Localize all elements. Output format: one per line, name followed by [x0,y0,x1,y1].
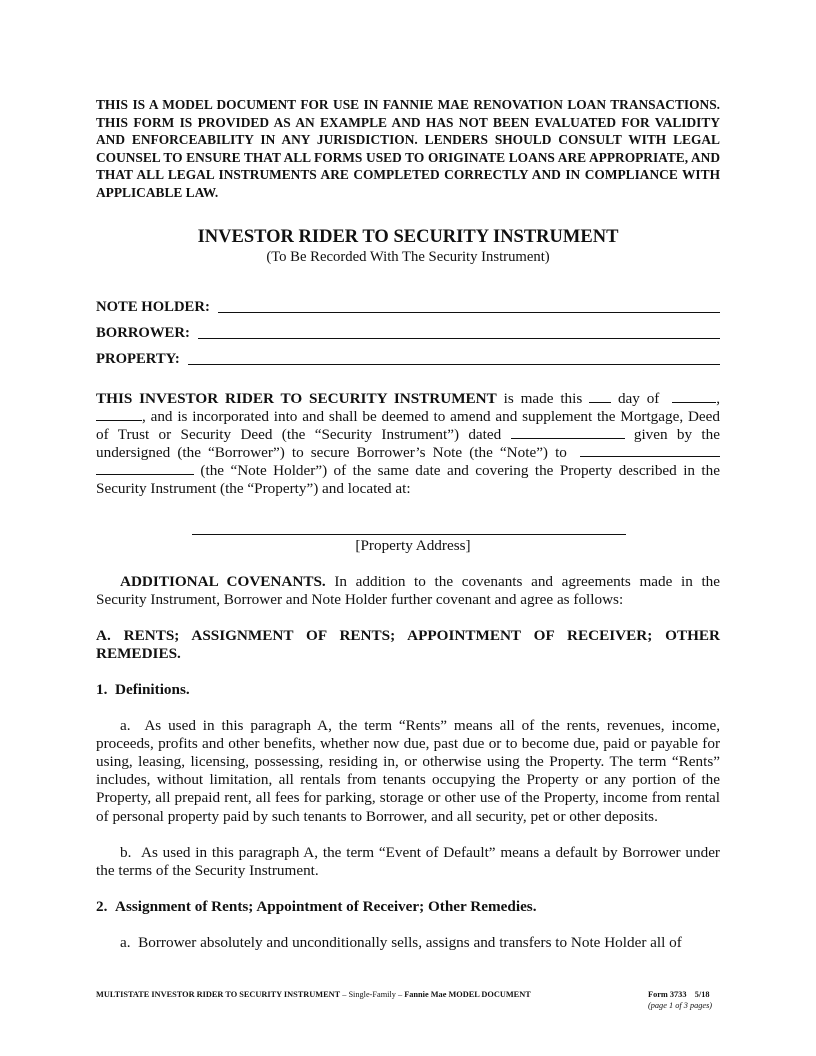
footer-form-number: Form 3733 5/18 [648,990,710,999]
intro-lead: THIS INVESTOR RIDER TO SECURITY INSTRUMENT [96,390,497,407]
lender-blank-1 [580,444,720,457]
intro-text-3: , [716,390,721,407]
footer-page-number: (page 1 of 3 pages) [648,1001,713,1010]
note-holder-line [218,312,720,313]
lender-blank-2 [96,462,194,475]
intro-text-4: , and is incorporated into and shall be deemed to amend and supplement the Mortgage, Deed of Trust or Security Deed (the “Security Instrument”) dated [96,408,720,444]
section-a-heading: A. RENTS; ASSIGNMENT OF RENTS; APPOINTMENT OF RECEIVER; OTHER REMEDIES. [96,626,720,662]
borrower-label: BORROWER: [96,325,190,341]
party-fields [96,290,720,368]
document-page [96,96,720,952]
property-line [188,364,720,365]
additional-covenants-paragraph [96,573,720,609]
definitions-heading: 1. Definitions. [96,680,190,698]
footer-title-bold: MULTISTATE INVESTOR RIDER TO SECURITY INSTRUMENT [96,990,341,999]
month-blank [672,390,716,403]
property-label: PROPERTY: [96,351,180,367]
property-address-line [192,533,626,535]
paragraph-1a: a. As used in this paragraph A, the term “Rents” means all of the rents, revenues, income, proceeds, profits and other benefits, whether now due, past due or to become due, paid or payable for using, leasing, licensing, possessing, residing in, or otherwise using the Property. The term “Rents” includes, without limitation, all rentals from tenants occupying the Property or any portion of the Property, all prepaid rent, all fees for parking, storage or other use of the Property, income from rental of personal property paid by such tenants to Borrower, and all security, pet or other deposits. [96,717,720,825]
additional-covenants-lead: ADDITIONAL COVENANTS. [120,572,326,590]
document-title: INVESTOR RIDER TO SECURITY INSTRUMENT [197,227,619,247]
property-address-label: [Property Address] [355,536,471,554]
date-blank [511,426,625,439]
disclaimer-text: THIS IS A MODEL DOCUMENT FOR USE IN FANNIE MAE RENOVATION LOAN TRANSACTIONS. THIS FORM IS PROVIDED AS AN EXAMPLE AND HAS NOT BEEN EVALUATED FOR VALIDITY AND ENFORCEABILITY IN ANY JURISDICTION. LENDERS SHOULD CONSULT WITH LEGAL COUNSEL TO ENSURE THAT ALL FORMS USED TO ORIGINATE LOANS ARE APPROPRIATE, AND THAT ALL LEGAL INSTRUMENTS ARE COMPLETED CORRECTLY AND IN COMPLIANCE WITH APPLICABLE LAW. [96,97,720,200]
additional-covenants-text: In addition to the covenants and agreements made in the Security Instrument, Borrower and Note Holder further covenant and agree as follows: [96,572,720,608]
intro-text-6: (the “Note Holder”) of the same date and covering the Property described in the Security Instrument (the “Property”) and located at: [96,462,720,498]
paragraph-1b: b. As used in this paragraph A, the term “Event of Default” means a default by Borrower under the terms of the Security Instrument. [96,843,720,879]
intro-paragraph [96,390,720,499]
day-blank [589,390,611,403]
borrower-line [198,338,720,339]
borrower-field [96,316,720,342]
footer-form-title [96,990,531,999]
intro-text-1: is made this [496,390,590,407]
intro-text-2: day of [611,390,667,407]
intro-text-5: given by the undersigned (the “Borrower”) to secure Borrower’s Note (the “Note”) to [96,426,720,462]
footer-title-mid: – Single-Family – [340,990,405,999]
property-address-block [96,533,720,555]
paragraph-2a: a. Borrower absolutely and unconditionally sells, assigns and transfers to Note Holder all of [120,933,682,951]
footer-title-model: Fannie Mae MODEL DOCUMENT [404,990,531,999]
note-holder-label: NOTE HOLDER: [96,299,210,315]
document-subtitle: (To Be Recorded With The Security Instrument) [266,249,550,265]
property-field [96,342,720,368]
section-2-heading: 2. Assignment of Rents; Appointment of Receiver; Other Remedies. [96,897,537,915]
year-blank [96,408,142,421]
note-holder-field [96,290,720,316]
